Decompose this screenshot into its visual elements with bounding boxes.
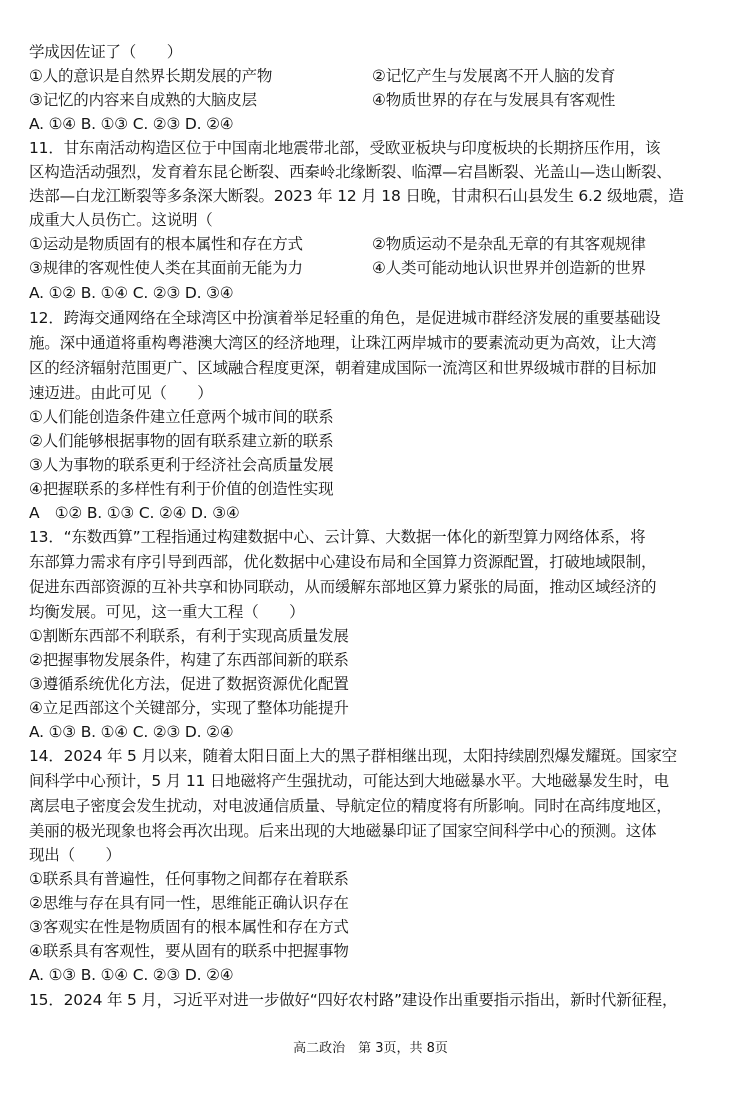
q14-option-2: ②思维与存在具有同一性，思维能正确认识存在 — [29, 894, 349, 912]
q11-answer-choices: A. ①② B. ①④ C. ②③ D. ③④ — [29, 284, 234, 302]
q13-option-3: ③遵循系统优化方法，促进了数据资源优化配置 — [29, 675, 349, 693]
q12-option-1: ①人们能创造条件建立任意两个城市间的联系 — [29, 408, 334, 426]
q13-stem-line-4: 均衡发展。可见，这一重大工程（ ） — [29, 603, 305, 621]
q14-stem-line-3: 离层电子密度会发生扰动，对电波通信质量、导航定位的精度将有所影响。同时在高纬度地区， — [29, 797, 672, 815]
q11-stem-line-3: 迭部—白龙江断裂等多条深大断裂。2023 年 12 月 18 日晚，甘肃积石山县发生 6.2 级地震，造 — [29, 187, 684, 205]
q11-option-1: ①运动是物质固有的根本属性和存在方式 — [29, 235, 303, 253]
q13-stem-line-2: 东部算力需求有序引导到西部，优化数据中心建设布局和全国算力资源配置，打破地域限制， — [29, 553, 657, 571]
q13-stem-line-3: 促进东西部资源的互补共享和协同联动，从而缓解东部地区算力紧张的局面，推动区域经济的 — [29, 578, 657, 596]
q14-option-1: ①联系具有普遍性，任何事物之间都存在着联系 — [29, 870, 349, 888]
q14-option-3: ③客观实在性是物质固有的根本属性和存在方式 — [29, 918, 349, 936]
q12-stem-line-3: 区的经济辐射范围更广、区域融合程度更深，朝着建成国际一流湾区和世界级城市群的目标加 — [29, 359, 657, 377]
q13-option-4: ④立足西部这个关键部分，实现了整体功能提升 — [29, 699, 349, 717]
q12-option-2: ②人们能够根据事物的固有联系建立新的联系 — [29, 432, 334, 450]
q12-stem-line-4: 速迈进。由此可见（ ） — [29, 384, 213, 402]
q11-stem-line-2: 区构造活动强烈，发育着东昆仑断裂、西秦岭北缘断裂、临潭—宕昌断裂、光盖山—迭山断裂、 — [29, 163, 672, 181]
q11-option-4: ④人类可能动地认识世界并创造新的世界 — [372, 259, 646, 277]
q13-option-2: ②把握事物发展条件，构建了东西部间新的联系 — [29, 651, 349, 669]
q14-answer-choices: A. ①③ B. ①④ C. ②③ D. ②④ — [29, 966, 234, 984]
q14-stem-line-5: 现出（ ） — [29, 846, 121, 864]
q14-stem-line-4: 美丽的极光现象也将会再次出现。后来出现的大地磁暴印证了国家空间科学中心的预测。这体 — [29, 822, 657, 840]
q12-stem-line-1: 12．跨海交通网络在全球湾区中扮演着举足轻重的角色，是促进城市群经济发展的重要基础设 — [29, 309, 661, 327]
q12-stem-line-2: 施。深中通道将重构粤港澳大湾区的经济地理，让珠江两岸城市的要素流动更为高效，让大湾 — [29, 334, 657, 352]
q13-stem-line-1: 13．“东数西算”工程指通过构建数据中心、云计算、大数据一体化的新型算力网络体系，将 — [29, 528, 646, 546]
q11-option-3: ③规律的客观性使人类在其面前无能为力 — [29, 259, 303, 277]
q12-option-3: ③人为事物的联系更利于经济社会高质量发展 — [29, 456, 334, 474]
q10-option-2: ②记忆产生与发展离不开人脑的发育 — [372, 67, 616, 85]
q13-option-1: ①割断东西部不利联系，有利于实现高质量发展 — [29, 627, 349, 645]
q14-option-4: ④联系具有客观性，要从固有的联系中把握事物 — [29, 942, 349, 960]
q11-stem-line-4: 成重大人员伤亡。这说明（ — [29, 211, 213, 229]
q10-option-4: ④物质世界的存在与发展具有客观性 — [372, 91, 616, 109]
q10-option-3: ③记忆的内容来自成熟的大脑皮层 — [29, 91, 257, 109]
q12-answer-choices: A ①② B. ①③ C. ②④ D. ③④ — [29, 504, 240, 522]
q10-answer-choices: A. ①④ B. ①③ C. ②③ D. ②④ — [29, 115, 234, 133]
q11-option-2: ②物质运动不是杂乱无章的有其客观规律 — [372, 235, 646, 253]
q10-option-1: ①人的意识是自然界长期发展的产物 — [29, 67, 273, 85]
q14-stem-line-1: 14．2024 年 5 月以来，随着太阳日面上大的黑子群相继出现，太阳持续剧烈爆发耀斑。国家空 — [29, 747, 677, 765]
q14-stem-line-2: 间科学中心预计，5 月 11 日地磁将产生强扰动，可能达到大地磁暴水平。大地磁暴发生时，电 — [29, 772, 669, 790]
q13-answer-choices: A. ①③ B. ①④ C. ②③ D. ②④ — [29, 723, 234, 741]
q11-stem-line-1: 11．甘东南活动构造区位于中国南北地震带北部，受欧亚板块与印度板块的长期挤压作用，该 — [29, 139, 661, 157]
q15-stem-line-1: 15．2024 年 5 月，习近平对进一步做好“四好农村路”建设作出重要指示指出，新时代新征程， — [29, 991, 678, 1009]
page-footer: 高二政治 第 3页，共 8页 — [293, 1041, 448, 1056]
q10-stem-tail: 学成因佐证了（ ） — [29, 43, 183, 61]
q12-option-4: ④把握联系的多样性有利于价值的创造性实现 — [29, 480, 334, 498]
